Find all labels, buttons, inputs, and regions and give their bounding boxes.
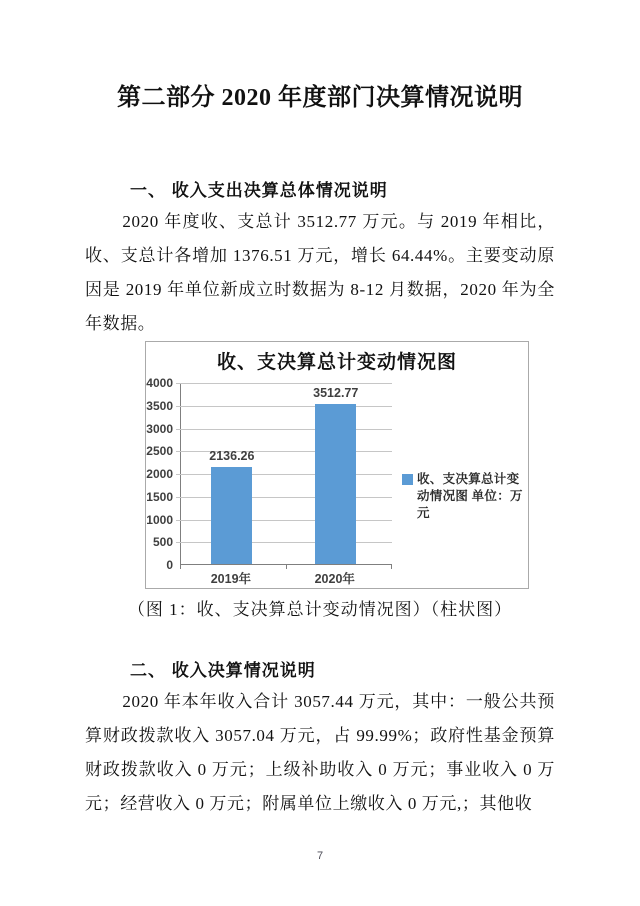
bar-value-label: 3512.77 xyxy=(313,386,359,400)
y-tick-label: 4000 xyxy=(146,376,173,390)
gridline xyxy=(176,542,392,543)
y-tick-label: 2500 xyxy=(146,444,173,459)
chart-plot-region xyxy=(146,376,528,587)
section-2-heading: 二、 收入决算情况说明 xyxy=(130,661,316,680)
plot-area xyxy=(180,383,392,565)
bar-2019年 xyxy=(211,467,252,564)
bar-value-label: 2136.26 xyxy=(209,449,255,463)
x-axis-label: 2020年 xyxy=(314,572,355,586)
x-tick-mark xyxy=(286,565,287,569)
page-number: 7 xyxy=(316,850,324,862)
gridline xyxy=(176,474,392,475)
y-axis xyxy=(146,376,180,572)
content-area-2 xyxy=(85,659,555,821)
y-tick-label: 0 xyxy=(166,558,173,572)
chart-figure xyxy=(145,341,529,589)
y-tick-label: 3500 xyxy=(146,398,173,413)
chart-title: 收、支决算总计变动情况图 xyxy=(216,352,457,373)
gridline xyxy=(176,406,392,407)
section-1-heading: 一、 收入支出决算总体情况说明 xyxy=(130,181,388,200)
legend-label: 收、支决算总计变动情况图 单位：万元 xyxy=(417,472,523,520)
y-tick-label: 2000 xyxy=(146,467,173,481)
gridline xyxy=(176,497,392,498)
bar-2020年 xyxy=(315,404,356,564)
section-1-paragraph: 2020 年度收、支总计 3512.77 万元。与 2019 年相比，收、支总计各增加 1376.51 万元，增长 64.44%。主要变动原因是 2019 年单位新成立时数据为 8-12 月数据，2020 年为全年数据。 xyxy=(85,212,555,333)
legend-marker xyxy=(402,474,413,485)
y-tick-label: 1000 xyxy=(146,512,173,527)
gridline xyxy=(176,383,392,384)
section-2-paragraph: 2020 年本年收入合计 3057.44 万元，其中：一般公共预算财政拨款收入 3057.04 万元，占 99.99%；政府性基金预算财政拨款收入 0 万元；上级补助收入 0 万元；事业收入 0 万元；经营收入 0 万元；附属单位上缴收入 0 万元,；其他收 xyxy=(85,692,555,813)
gridline xyxy=(176,429,392,430)
y-tick-label: 3000 xyxy=(146,421,173,436)
y-tick-label: 1500 xyxy=(146,489,173,504)
x-tick-mark xyxy=(180,565,181,569)
chart-legend xyxy=(402,471,530,522)
x-axis xyxy=(180,565,392,587)
x-tick-mark xyxy=(391,565,392,569)
y-tick-label: 500 xyxy=(152,535,173,550)
figure-caption: （图 1：收、支决算总计变动情况图）（柱状图） xyxy=(127,600,513,619)
content-area xyxy=(85,179,555,341)
plot-wrap xyxy=(180,383,392,587)
document-title: 第二部分 2020 年度部门决算情况说明 xyxy=(117,85,523,111)
x-axis-label: 2019年 xyxy=(210,572,252,586)
gridline xyxy=(176,520,392,521)
